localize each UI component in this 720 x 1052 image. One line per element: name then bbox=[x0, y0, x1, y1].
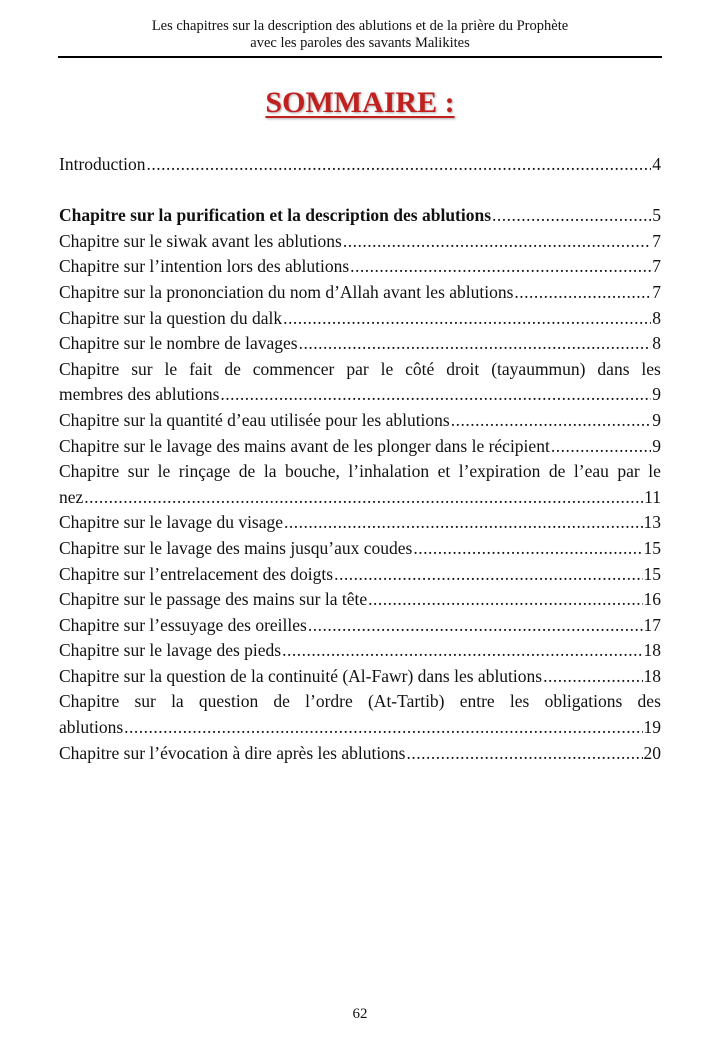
word: la bbox=[263, 461, 277, 482]
word: les bbox=[509, 691, 530, 712]
dot-leader bbox=[299, 331, 652, 357]
toc-entry-title: Introduction bbox=[59, 154, 146, 174]
toc-entry[interactable] bbox=[59, 357, 661, 408]
dot-leader bbox=[220, 382, 651, 408]
dot-leader bbox=[413, 536, 642, 562]
toc-entry[interactable] bbox=[59, 536, 661, 562]
word: l’inhalation bbox=[348, 461, 430, 482]
word: dans bbox=[597, 358, 630, 379]
toc-page-number: 7 bbox=[652, 256, 661, 277]
toc-entry-title: Chapitre sur le siwak avant les ablutions bbox=[59, 230, 342, 251]
toc-entry[interactable] bbox=[59, 664, 661, 690]
toc-entry-title: Chapitre sur le lavage du visage bbox=[59, 512, 284, 533]
running-header bbox=[58, 18, 662, 52]
toc-page-number: 4 bbox=[652, 154, 661, 174]
word: question bbox=[198, 691, 259, 712]
word: les bbox=[641, 358, 661, 379]
toc-spacer bbox=[59, 178, 661, 204]
dot-leader bbox=[283, 306, 651, 332]
dot-leader bbox=[368, 587, 642, 613]
toc-entry-title: Chapitre sur le nombre de lavages bbox=[59, 333, 298, 354]
toc-entry[interactable] bbox=[59, 459, 661, 510]
toc-entry-title: Chapitre sur la purification et la description des ablutions bbox=[59, 205, 492, 226]
toc-page-number: 18 bbox=[643, 640, 661, 661]
toc-entry-title-line-1 bbox=[59, 689, 661, 715]
dot-leader bbox=[343, 229, 651, 255]
toc-page-number: 20 bbox=[643, 742, 661, 763]
toc-entry-last-line bbox=[59, 485, 661, 511]
dot-leader bbox=[284, 510, 642, 536]
header-line-2: avec les paroles des savants Malikites bbox=[250, 35, 470, 51]
dot-leader bbox=[451, 408, 652, 434]
table-of-contents bbox=[59, 152, 661, 766]
word: des bbox=[637, 691, 661, 712]
toc-page-number: 13 bbox=[643, 512, 661, 533]
toc-page-number: 9 bbox=[652, 435, 661, 456]
header-divider bbox=[58, 56, 662, 58]
toc-entry[interactable] bbox=[59, 203, 661, 229]
word: (tayaummun) bbox=[491, 358, 586, 379]
toc-entry-title: Chapitre sur la question de la continuité (Al-Fawr) dans les ablutions bbox=[59, 665, 543, 686]
dot-leader bbox=[551, 434, 651, 460]
dot-leader bbox=[407, 741, 643, 767]
toc-entry[interactable] bbox=[59, 434, 661, 460]
toc-page-number: 9 bbox=[652, 384, 661, 405]
word: l’ordre bbox=[305, 691, 353, 712]
toc-entry-title: Chapitre sur le passage des mains sur la tête bbox=[59, 589, 368, 610]
word: bouche, bbox=[284, 461, 340, 482]
dot-leader bbox=[492, 203, 651, 229]
toc-entry-last-line bbox=[59, 715, 661, 741]
word: droit bbox=[446, 358, 480, 379]
dot-leader bbox=[334, 562, 642, 588]
word: par bbox=[346, 358, 369, 379]
toc-page-number: 11 bbox=[644, 486, 661, 507]
header-line-1: Les chapitres sur la description des ablutions et de la prière du Prophète bbox=[151, 18, 569, 34]
toc-entry[interactable] bbox=[59, 408, 661, 434]
dot-leader bbox=[282, 638, 642, 664]
toc-entry-title-line-2: ablutions bbox=[59, 717, 124, 738]
word: Chapitre bbox=[59, 461, 120, 482]
toc-entry[interactable] bbox=[59, 306, 661, 332]
word: l’expiration bbox=[458, 461, 541, 482]
word: la bbox=[171, 691, 184, 712]
word: rinçage bbox=[178, 461, 231, 482]
toc-entry[interactable] bbox=[59, 280, 661, 306]
toc-page-number: 7 bbox=[652, 230, 661, 251]
dot-leader bbox=[84, 485, 643, 511]
toc-entry-title: Chapitre sur l’entrelacement des doigts bbox=[59, 563, 334, 584]
toc-entry-title: Chapitre sur la prononciation du nom d’Allah avant les ablutions bbox=[59, 281, 514, 302]
word: de bbox=[224, 358, 241, 379]
toc-entry[interactable] bbox=[59, 254, 661, 280]
toc-page-number: 5 bbox=[652, 205, 661, 226]
toc-entry[interactable] bbox=[59, 587, 661, 613]
toc-entry-title: Chapitre sur l’intention lors des ablutions bbox=[59, 256, 350, 277]
toc-page-number: 19 bbox=[643, 717, 661, 738]
word: de bbox=[273, 691, 290, 712]
word: de bbox=[548, 461, 566, 482]
toc-entry[interactable] bbox=[59, 689, 661, 740]
word: commencer bbox=[252, 358, 335, 379]
toc-page-number: 15 bbox=[643, 563, 661, 584]
toc-page-number: 16 bbox=[643, 589, 661, 610]
word: et bbox=[437, 461, 451, 482]
toc-entry-title: Chapitre sur l’essuyage des oreilles bbox=[59, 614, 307, 635]
dot-leader bbox=[350, 254, 651, 280]
word: Chapitre bbox=[59, 691, 120, 712]
dot-leader bbox=[308, 613, 643, 639]
toc-page-number: 15 bbox=[643, 537, 661, 558]
toc-entry[interactable] bbox=[59, 510, 661, 536]
page-title: SOMMAIRE : bbox=[265, 86, 455, 119]
toc-page-number: 8 bbox=[652, 333, 661, 354]
toc-entry-title: Chapitre sur le lavage des mains jusqu’aux coudes bbox=[59, 537, 413, 558]
toc-entry[interactable] bbox=[59, 562, 661, 588]
word: côté bbox=[405, 358, 435, 379]
dot-leader bbox=[124, 715, 642, 741]
toc-page-number: 8 bbox=[652, 307, 661, 328]
toc-entry-title: Chapitre sur la quantité d’eau utilisée pour les ablutions bbox=[59, 409, 450, 430]
word: sur bbox=[131, 358, 153, 379]
word: sur bbox=[134, 691, 156, 712]
toc-entry[interactable] bbox=[59, 638, 661, 664]
toc-entry-title: Chapitre sur la question du dalk bbox=[59, 307, 283, 328]
word: obligations bbox=[544, 691, 623, 712]
word: le bbox=[164, 358, 178, 379]
toc-entry-title-line-2: nez bbox=[59, 486, 84, 507]
toc-entry-title: Chapitre sur le lavage des pieds bbox=[59, 640, 282, 661]
word: fait bbox=[189, 358, 213, 379]
toc-page-number: 9 bbox=[652, 409, 661, 430]
word: sur bbox=[127, 461, 150, 482]
word: (At-Tartib) bbox=[367, 691, 445, 712]
toc-entry-title-line-2: membres des ablutions bbox=[59, 384, 220, 405]
toc-entry[interactable] bbox=[59, 331, 661, 357]
word: de bbox=[238, 461, 256, 482]
word: le bbox=[648, 461, 661, 482]
page-number: 62 bbox=[352, 1006, 368, 1022]
dot-leader bbox=[147, 152, 652, 178]
toc-page-number: 17 bbox=[643, 614, 661, 635]
dot-leader bbox=[543, 664, 642, 690]
dot-leader bbox=[514, 280, 651, 306]
word: par bbox=[617, 461, 640, 482]
toc-page-number: 18 bbox=[643, 665, 661, 686]
toc-entry-introduction[interactable] bbox=[59, 152, 661, 178]
toc-entry-title-line-1 bbox=[59, 459, 661, 485]
word: le bbox=[380, 358, 394, 379]
word: Chapitre bbox=[59, 358, 120, 379]
toc-entry[interactable] bbox=[59, 741, 661, 767]
toc-entry-title: Chapitre sur le lavage des mains avant de les plonger dans le récipient bbox=[59, 435, 550, 456]
toc-page-number: 7 bbox=[652, 281, 661, 302]
toc-entry[interactable] bbox=[59, 613, 661, 639]
toc-entry-title-line-1 bbox=[59, 357, 661, 383]
toc-entry[interactable] bbox=[59, 229, 661, 255]
word: entre bbox=[459, 691, 495, 712]
word: l’eau bbox=[573, 461, 609, 482]
word: le bbox=[157, 461, 171, 482]
toc-entry-last-line bbox=[59, 382, 661, 408]
toc-entry-title: Chapitre sur l’évocation à dire après les ablutions bbox=[59, 742, 406, 763]
